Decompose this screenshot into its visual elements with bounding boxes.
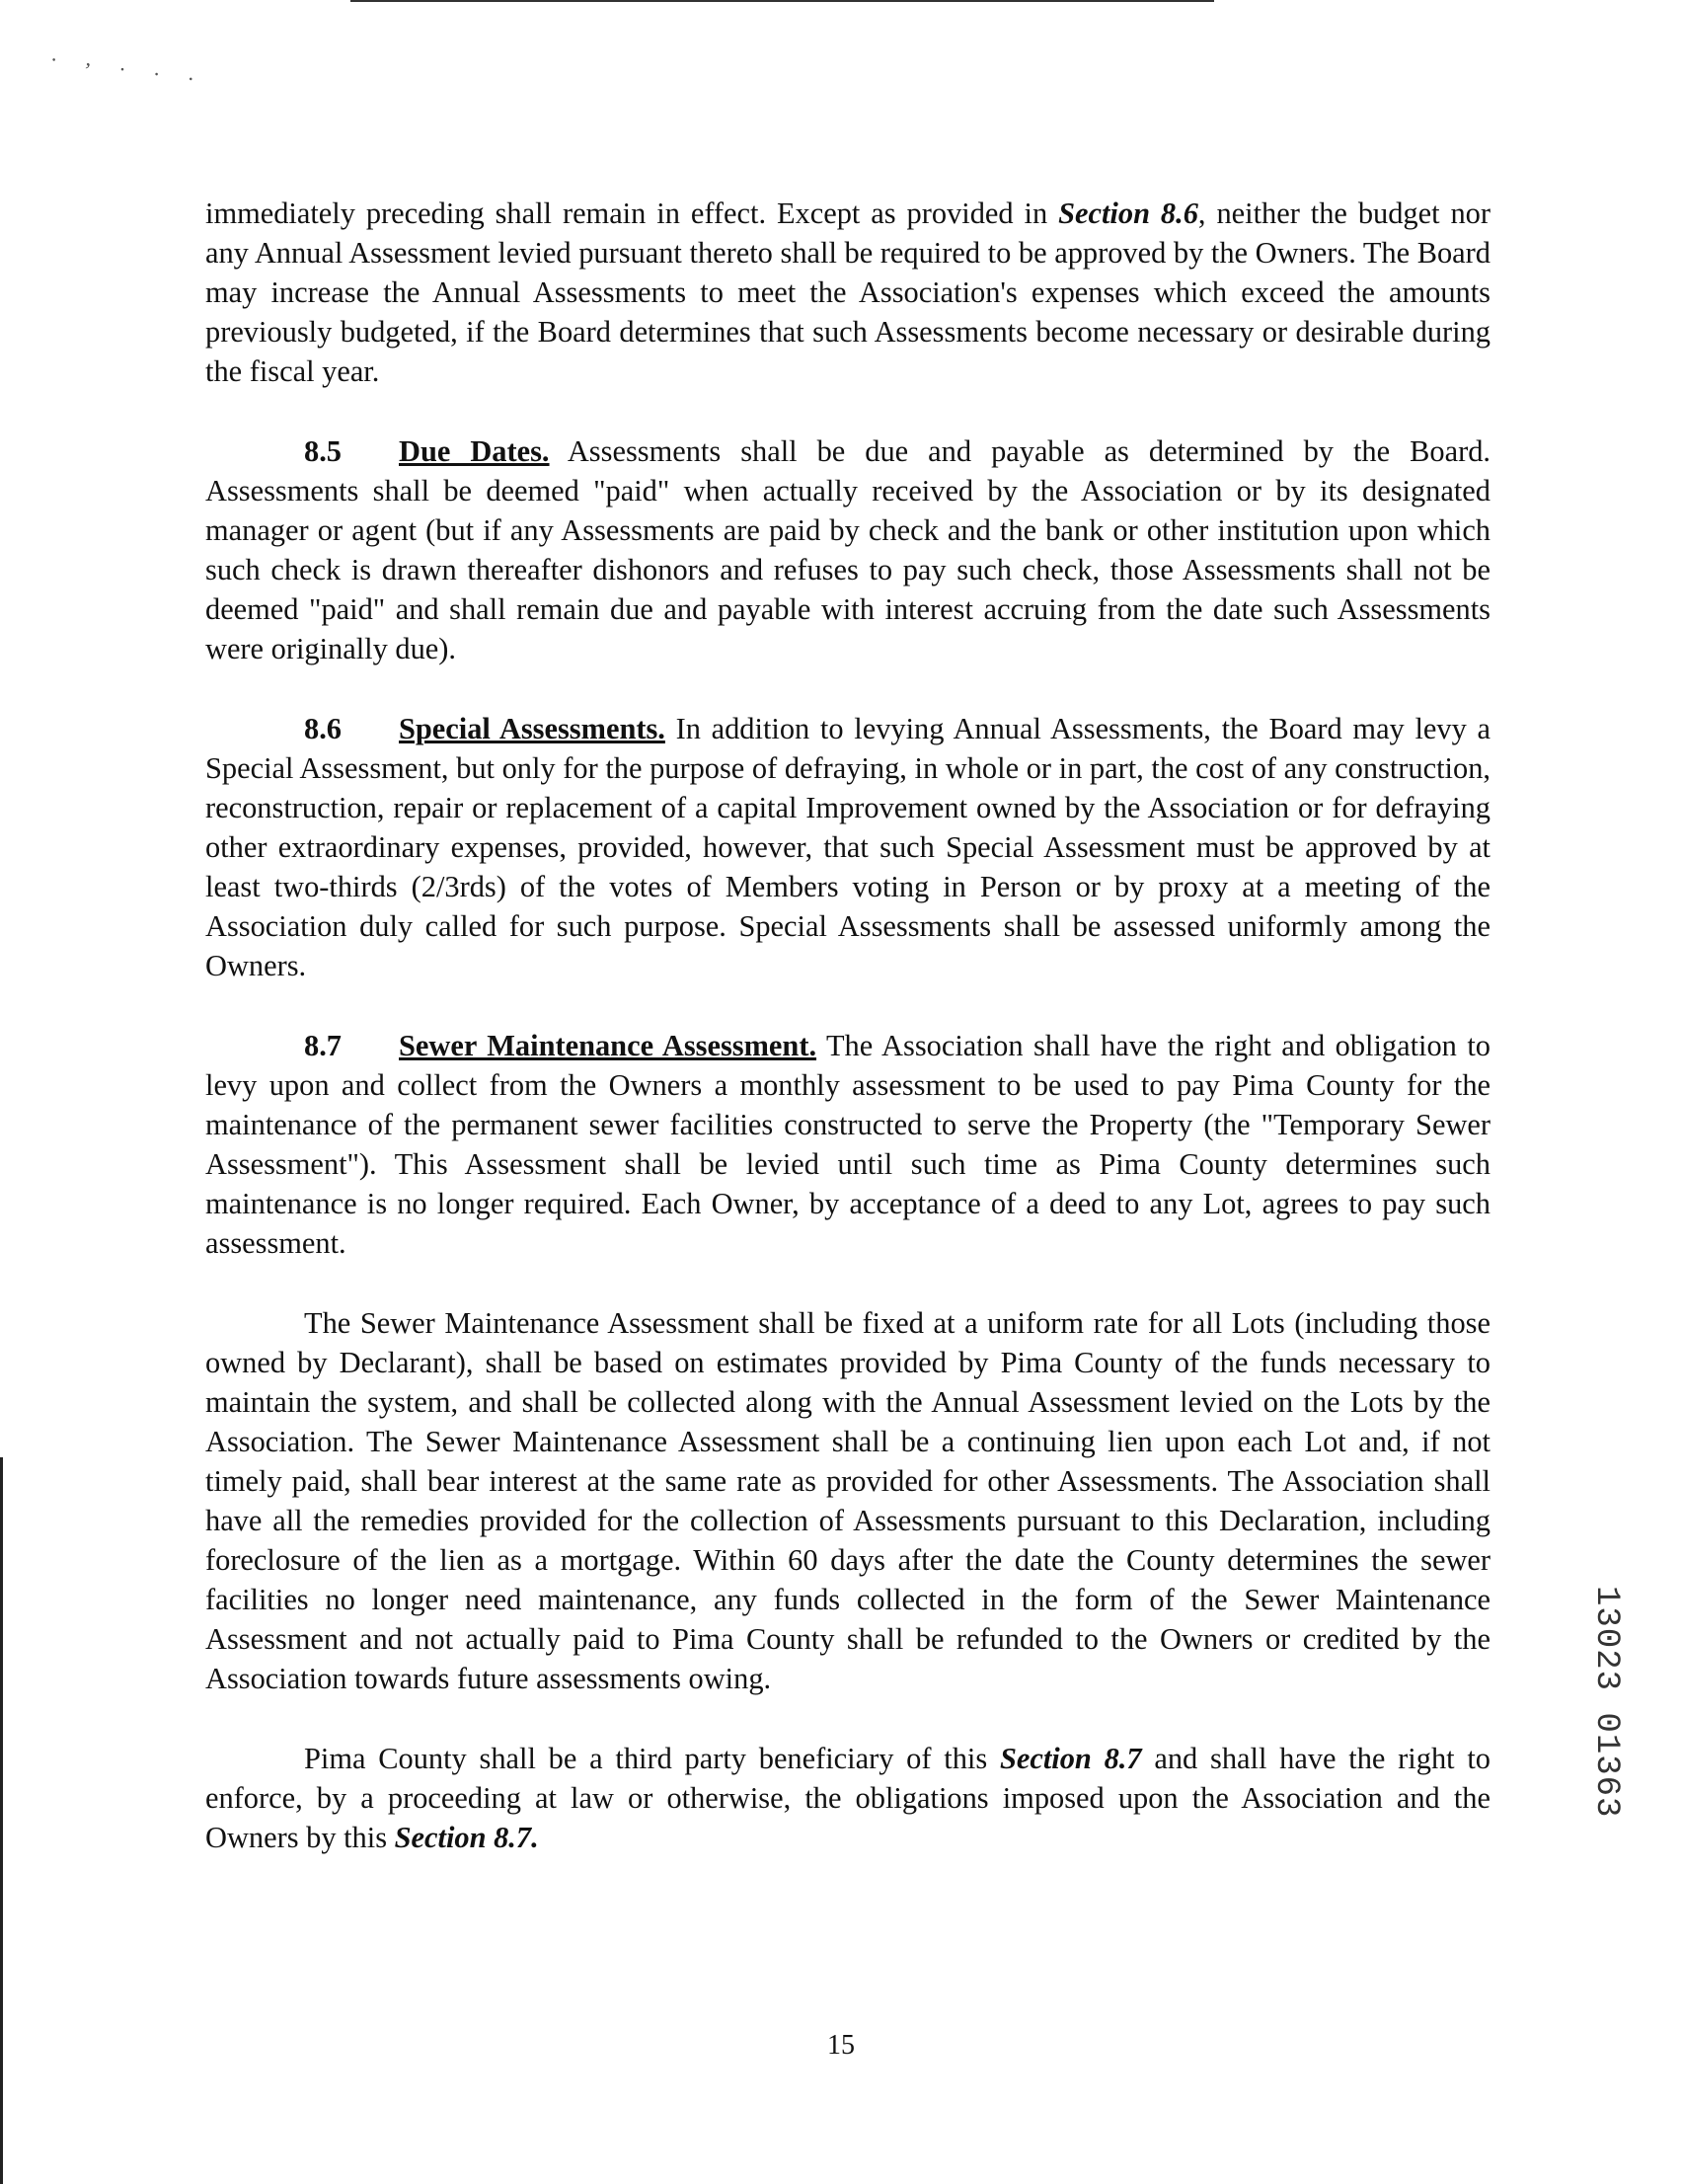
- section-8-7: 8.7 Sewer Maintenance Assessment. The Association shall have the right and obligation to levy upon and collect from the Owners a monthly assessment to be used to pay Pima County for the maintenance of the permanent sewer facilities constructed to serve the Property (the "Temporary Sewer Assessment"). This Assessment shall be levied until such time as Pima County determines such maintenance is no longer required. Each Owner, by acceptance of a deed to any Lot, agrees to pay such assessment.: [205, 1026, 1491, 1263]
- document-body: [205, 194, 1491, 1898]
- section-8-7-paragraph-2: The Sewer Maintenance Assessment shall be fixed at a uniform rate for all Lots (including those owned by Declarant), shall be based on estimates provided by Pima County of the funds necessary to maintain the system, and shall be collected along with the Annual Assessment levied on the Lots by the Association. The Sewer Maintenance Assessment shall be a continuing lien upon each Lot and, if not timely paid, shall bear interest at the same rate as provided for other Assessments. The Association shall have all the remedies provided for the collection of Assessments pursuant to this Declaration, including foreclosure of the lien as a mortgage. Within 60 days after the date the County determines the sewer facilities no longer need maintenance, any funds collected in the form of the Sewer Maintenance Assessment and not actually paid to Pima County shall be refunded to the Owners or credited by the Association towards future assessments owing.: [205, 1306, 1491, 1695]
- section-8-5: 8.5 Due Dates. Assessments shall be due and payable as determined by the Board. Assessments shall be deemed "paid" when actually received by the Association or by its designated manager or agent (but if any Assessments are paid by check and the bank or other institution upon which such check is drawn thereafter dishonors and refuses to pay such check, those Assessments shall not be deemed "paid" and shall remain due and payable with interest accruing from the date such Assessments were originally due).: [205, 431, 1491, 668]
- left-edge-scan-line: [0, 1457, 3, 2184]
- section-reference: Section 8.6: [1058, 196, 1198, 230]
- section-number: 8.7: [304, 1029, 342, 1062]
- scan-specks: . , . . .: [50, 40, 208, 87]
- paragraph-continuation: immediately preceding shall remain in effect. Except as provided in Section 8.6, neither the budget nor any Annual Assessment levied pursuant thereto shall be required to be approved by the Owners. The Board may increase the Annual Assessments to meet the Association's expenses which exceed the amounts previously budgeted, if the Board determines that such Assessments become necessary or desirable during the fiscal year.: [205, 196, 1491, 388]
- page-number: 15: [827, 2030, 855, 2061]
- section-number: 8.5: [304, 434, 342, 468]
- section-8-7-paragraph-3: Pima County shall be a third party beneficiary of this Section 8.7 and shall have the right to enforce, by a proceeding at law or otherwise, the obligations imposed upon the Association and the Owners by this Section 8.7.: [205, 1742, 1491, 1854]
- section-reference: Section 8.7: [999, 1742, 1142, 1775]
- top-border-line: [350, 0, 1214, 2]
- section-title: Sewer Maintenance Assessment.: [399, 1029, 817, 1062]
- section-number: 8.6: [304, 712, 342, 745]
- section-8-6: 8.6 Special Assessments. In addition to levying Annual Assessments, the Board may levy a Special Assessment, but only for the purpose of defraying, in whole or in part, the cost of any construction, reconstruction, repair or replacement of a capital Improvement owned by the Association or for defraying other extraordinary expenses, provided, however, that such Special Assessment must be approved by at least two-thirds (2/3rds) of the votes of Members voting in Person or by proxy at a meeting of the Association duly called for such purpose. Special Assessments shall be assessed uniformly among the Owners.: [205, 709, 1491, 985]
- section-title: Special Assessments.: [399, 712, 665, 745]
- section-reference: Section 8.7.: [394, 1821, 539, 1854]
- recording-stamp-number: 13023 01363: [1587, 1586, 1625, 1819]
- section-title: Due Dates.: [399, 434, 550, 468]
